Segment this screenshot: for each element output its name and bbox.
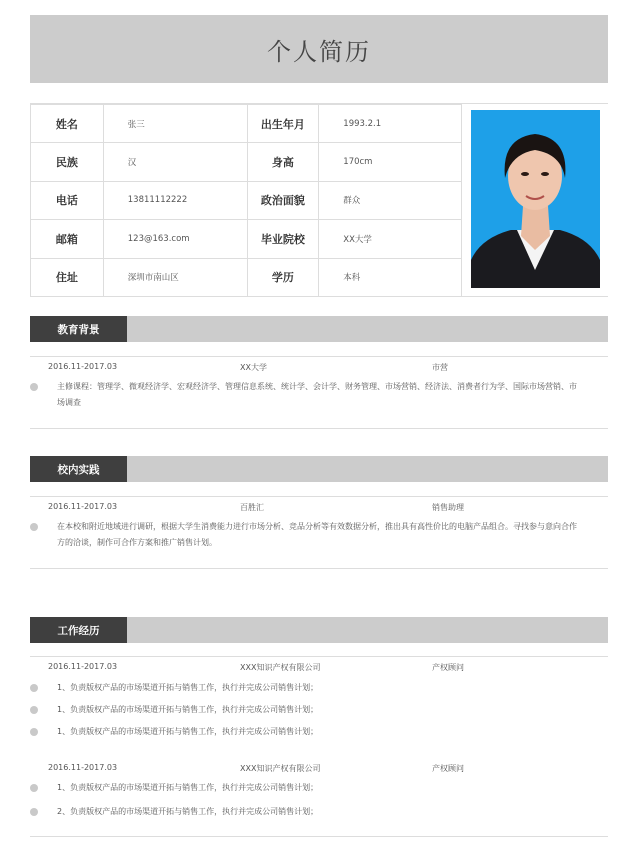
work-entry bbox=[48, 763, 608, 777]
info-value: 汉 bbox=[103, 143, 247, 181]
entry-role: 产权顾问 bbox=[432, 663, 464, 672]
info-label: 民族 bbox=[31, 143, 104, 181]
info-value: 深圳市南山区 bbox=[103, 258, 247, 296]
info-label: 身高 bbox=[247, 143, 319, 181]
info-label: 邮箱 bbox=[31, 220, 104, 258]
campus-detail: 在本校和附近地域进行调研，根据大学生消费能力进行市场分析、竞品分析等有效数据分析，推出具有高性价比的电脑产品组合。寻找参与意向合作方的洽谈，制作可合作方案和推广销售计划。 bbox=[57, 522, 577, 547]
bullet-icon bbox=[30, 684, 38, 692]
divider bbox=[30, 568, 608, 569]
info-value: 170cm bbox=[319, 143, 462, 181]
entry-date: 2016.11-2017.03 bbox=[48, 502, 118, 511]
info-value: XX大学 bbox=[319, 220, 462, 258]
education-entry bbox=[48, 362, 608, 376]
section-title: 校内实践 bbox=[30, 456, 127, 482]
info-value: 群众 bbox=[319, 181, 462, 219]
divider bbox=[30, 428, 608, 429]
portrait-image bbox=[471, 110, 600, 288]
info-value: 13811112222 bbox=[103, 181, 247, 219]
section-title: 教育背景 bbox=[30, 316, 127, 342]
section-header-campus bbox=[30, 456, 608, 482]
entry-role: 产权顾问 bbox=[432, 764, 464, 773]
info-row bbox=[31, 143, 462, 181]
info-value: 1993.2.1 bbox=[319, 105, 462, 143]
info-label: 出生年月 bbox=[247, 105, 319, 143]
resume-title-bar bbox=[30, 15, 608, 83]
section-header-work bbox=[30, 617, 608, 643]
bullet-icon bbox=[30, 383, 38, 391]
bullet-icon bbox=[30, 784, 38, 792]
info-label: 姓名 bbox=[31, 105, 104, 143]
work-item: 1、负责版权产品的市场渠道开拓与销售工作，执行并完成公司销售计划； bbox=[57, 783, 319, 792]
campus-entry bbox=[48, 502, 608, 516]
work-item: 1、负责版权产品的市场渠道开拓与销售工作，执行并完成公司销售计划； bbox=[57, 705, 319, 714]
info-row bbox=[31, 105, 462, 143]
info-label: 学历 bbox=[247, 258, 319, 296]
info-label: 政治面貌 bbox=[247, 181, 319, 219]
entry-org: XX大学 bbox=[240, 363, 267, 372]
info-value: 123@163.com bbox=[103, 220, 247, 258]
info-value: 张三 bbox=[103, 105, 247, 143]
page-title: 个人简历 bbox=[267, 37, 371, 66]
entry-date: 2016.11-2017.03 bbox=[48, 662, 118, 671]
divider bbox=[30, 656, 608, 657]
work-entry bbox=[48, 662, 608, 676]
entry-org: XXX知识产权有限公司 bbox=[240, 764, 321, 773]
info-row bbox=[31, 258, 462, 296]
education-detail: 主修课程：管理学、微观经济学、宏观经济学、管理信息系统、统计学、会计学、财务管理、市场营销、经济法、消费者行为学、国际市场营销、市场调查 bbox=[57, 382, 577, 407]
work-item: 1、负责版权产品的市场渠道开拓与销售工作，执行并完成公司销售计划； bbox=[57, 683, 319, 692]
entry-date: 2016.11-2017.03 bbox=[48, 763, 118, 772]
section-title: 工作经历 bbox=[30, 617, 127, 643]
work-item: 1、负责版权产品的市场渠道开拓与销售工作，执行并完成公司销售计划； bbox=[57, 727, 319, 736]
profile-photo bbox=[471, 110, 600, 288]
entry-org: XXX知识产权有限公司 bbox=[240, 663, 321, 672]
bullet-icon bbox=[30, 808, 38, 816]
section-header-education bbox=[30, 316, 608, 342]
info-row bbox=[31, 220, 462, 258]
bullet-icon bbox=[30, 706, 38, 714]
entry-date: 2016.11-2017.03 bbox=[48, 362, 118, 371]
bullet-icon bbox=[30, 523, 38, 531]
entry-org: 百胜汇 bbox=[240, 503, 264, 512]
info-row bbox=[31, 181, 462, 219]
entry-role: 市营 bbox=[432, 363, 448, 372]
info-label: 毕业院校 bbox=[247, 220, 319, 258]
personal-info-table bbox=[30, 104, 462, 297]
divider bbox=[30, 836, 608, 837]
info-label: 住址 bbox=[31, 258, 104, 296]
divider bbox=[30, 356, 608, 357]
info-value: 本科 bbox=[319, 258, 462, 296]
info-label: 电话 bbox=[31, 181, 104, 219]
bullet-icon bbox=[30, 728, 38, 736]
divider bbox=[30, 496, 608, 497]
entry-role: 销售助理 bbox=[432, 503, 464, 512]
work-item: 2、负责版权产品的市场渠道开拓与销售工作，执行并完成公司销售计划； bbox=[57, 807, 319, 816]
personal-info bbox=[30, 103, 608, 297]
